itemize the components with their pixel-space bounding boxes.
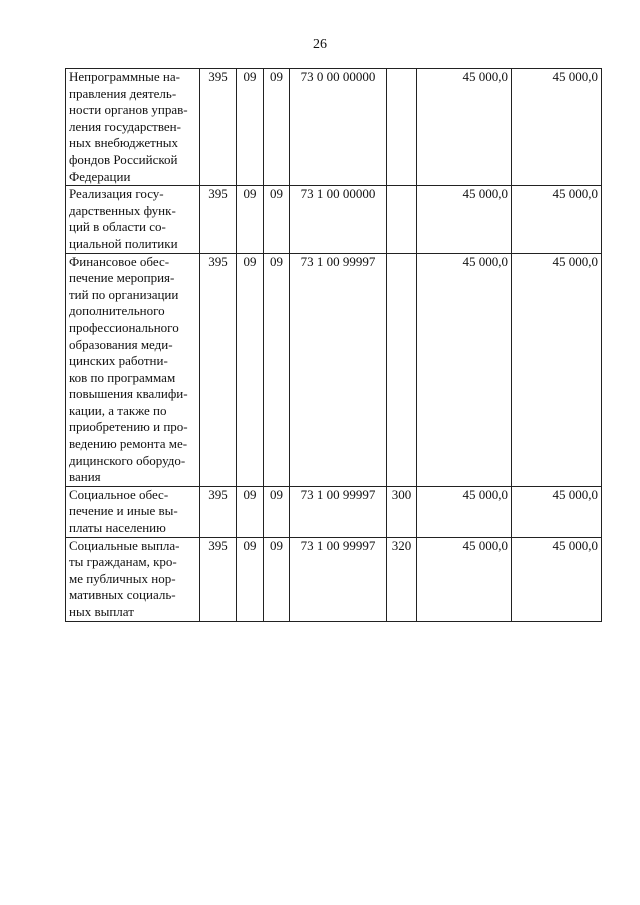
row-description: Социальные выпла- ты гражданам, кро- ме публичных нор- мативных социаль- ных выплат	[66, 537, 200, 621]
amount-second: 45 000,0	[512, 486, 602, 537]
table-row	[66, 253, 602, 486]
expense-type-code	[387, 253, 417, 486]
ministry-code: 395	[200, 69, 237, 186]
row-description: Непрограммные на- правления деятель- ности органов управ- ления государствен- ных внебюджетных фондов Российской Федерации	[66, 69, 200, 186]
target-code: 73 0 00 00000	[290, 69, 387, 186]
table-row	[66, 537, 602, 621]
ministry-code: 395	[200, 186, 237, 253]
amount-second: 45 000,0	[512, 186, 602, 253]
section-code: 09	[237, 537, 264, 621]
subsection-code: 09	[264, 537, 290, 621]
ministry-code: 395	[200, 253, 237, 486]
amount-first: 45 000,0	[417, 253, 512, 486]
expense-type-code: 320	[387, 537, 417, 621]
section-code: 09	[237, 69, 264, 186]
table-row	[66, 69, 602, 186]
target-code: 73 1 00 00000	[290, 186, 387, 253]
section-code: 09	[237, 486, 264, 537]
row-description: Финансовое обес- печение мероприя- тий по организации дополнительного профессионального образования меди- цинских работни- ков по программам повышения квалифи- кации, а также по приобретению и про- ведению ремонта ме- дицинского оборудо- вания	[66, 253, 200, 486]
amount-second: 45 000,0	[512, 253, 602, 486]
amount-first: 45 000,0	[417, 486, 512, 537]
target-code: 73 1 00 99997	[290, 537, 387, 621]
expense-type-code: 300	[387, 486, 417, 537]
target-code: 73 1 00 99997	[290, 253, 387, 486]
table-row	[66, 486, 602, 537]
amount-second: 45 000,0	[512, 537, 602, 621]
subsection-code: 09	[264, 186, 290, 253]
row-description: Реализация госу- дарственных функ- ций в области со- циальной политики	[66, 186, 200, 253]
target-code: 73 1 00 99997	[290, 486, 387, 537]
amount-first: 45 000,0	[417, 69, 512, 186]
page-number: 26	[313, 37, 327, 52]
subsection-code: 09	[264, 486, 290, 537]
section-code: 09	[237, 186, 264, 253]
row-description: Социальное обес- печение и иные вы- платы населению	[66, 486, 200, 537]
ministry-code: 395	[200, 486, 237, 537]
subsection-code: 09	[264, 69, 290, 186]
amount-first: 45 000,0	[417, 537, 512, 621]
amount-second: 45 000,0	[512, 69, 602, 186]
budget-table	[65, 68, 602, 622]
expense-type-code	[387, 186, 417, 253]
table-row	[66, 186, 602, 253]
section-code: 09	[237, 253, 264, 486]
expense-type-code	[387, 69, 417, 186]
ministry-code: 395	[200, 537, 237, 621]
amount-first: 45 000,0	[417, 186, 512, 253]
subsection-code: 09	[264, 253, 290, 486]
